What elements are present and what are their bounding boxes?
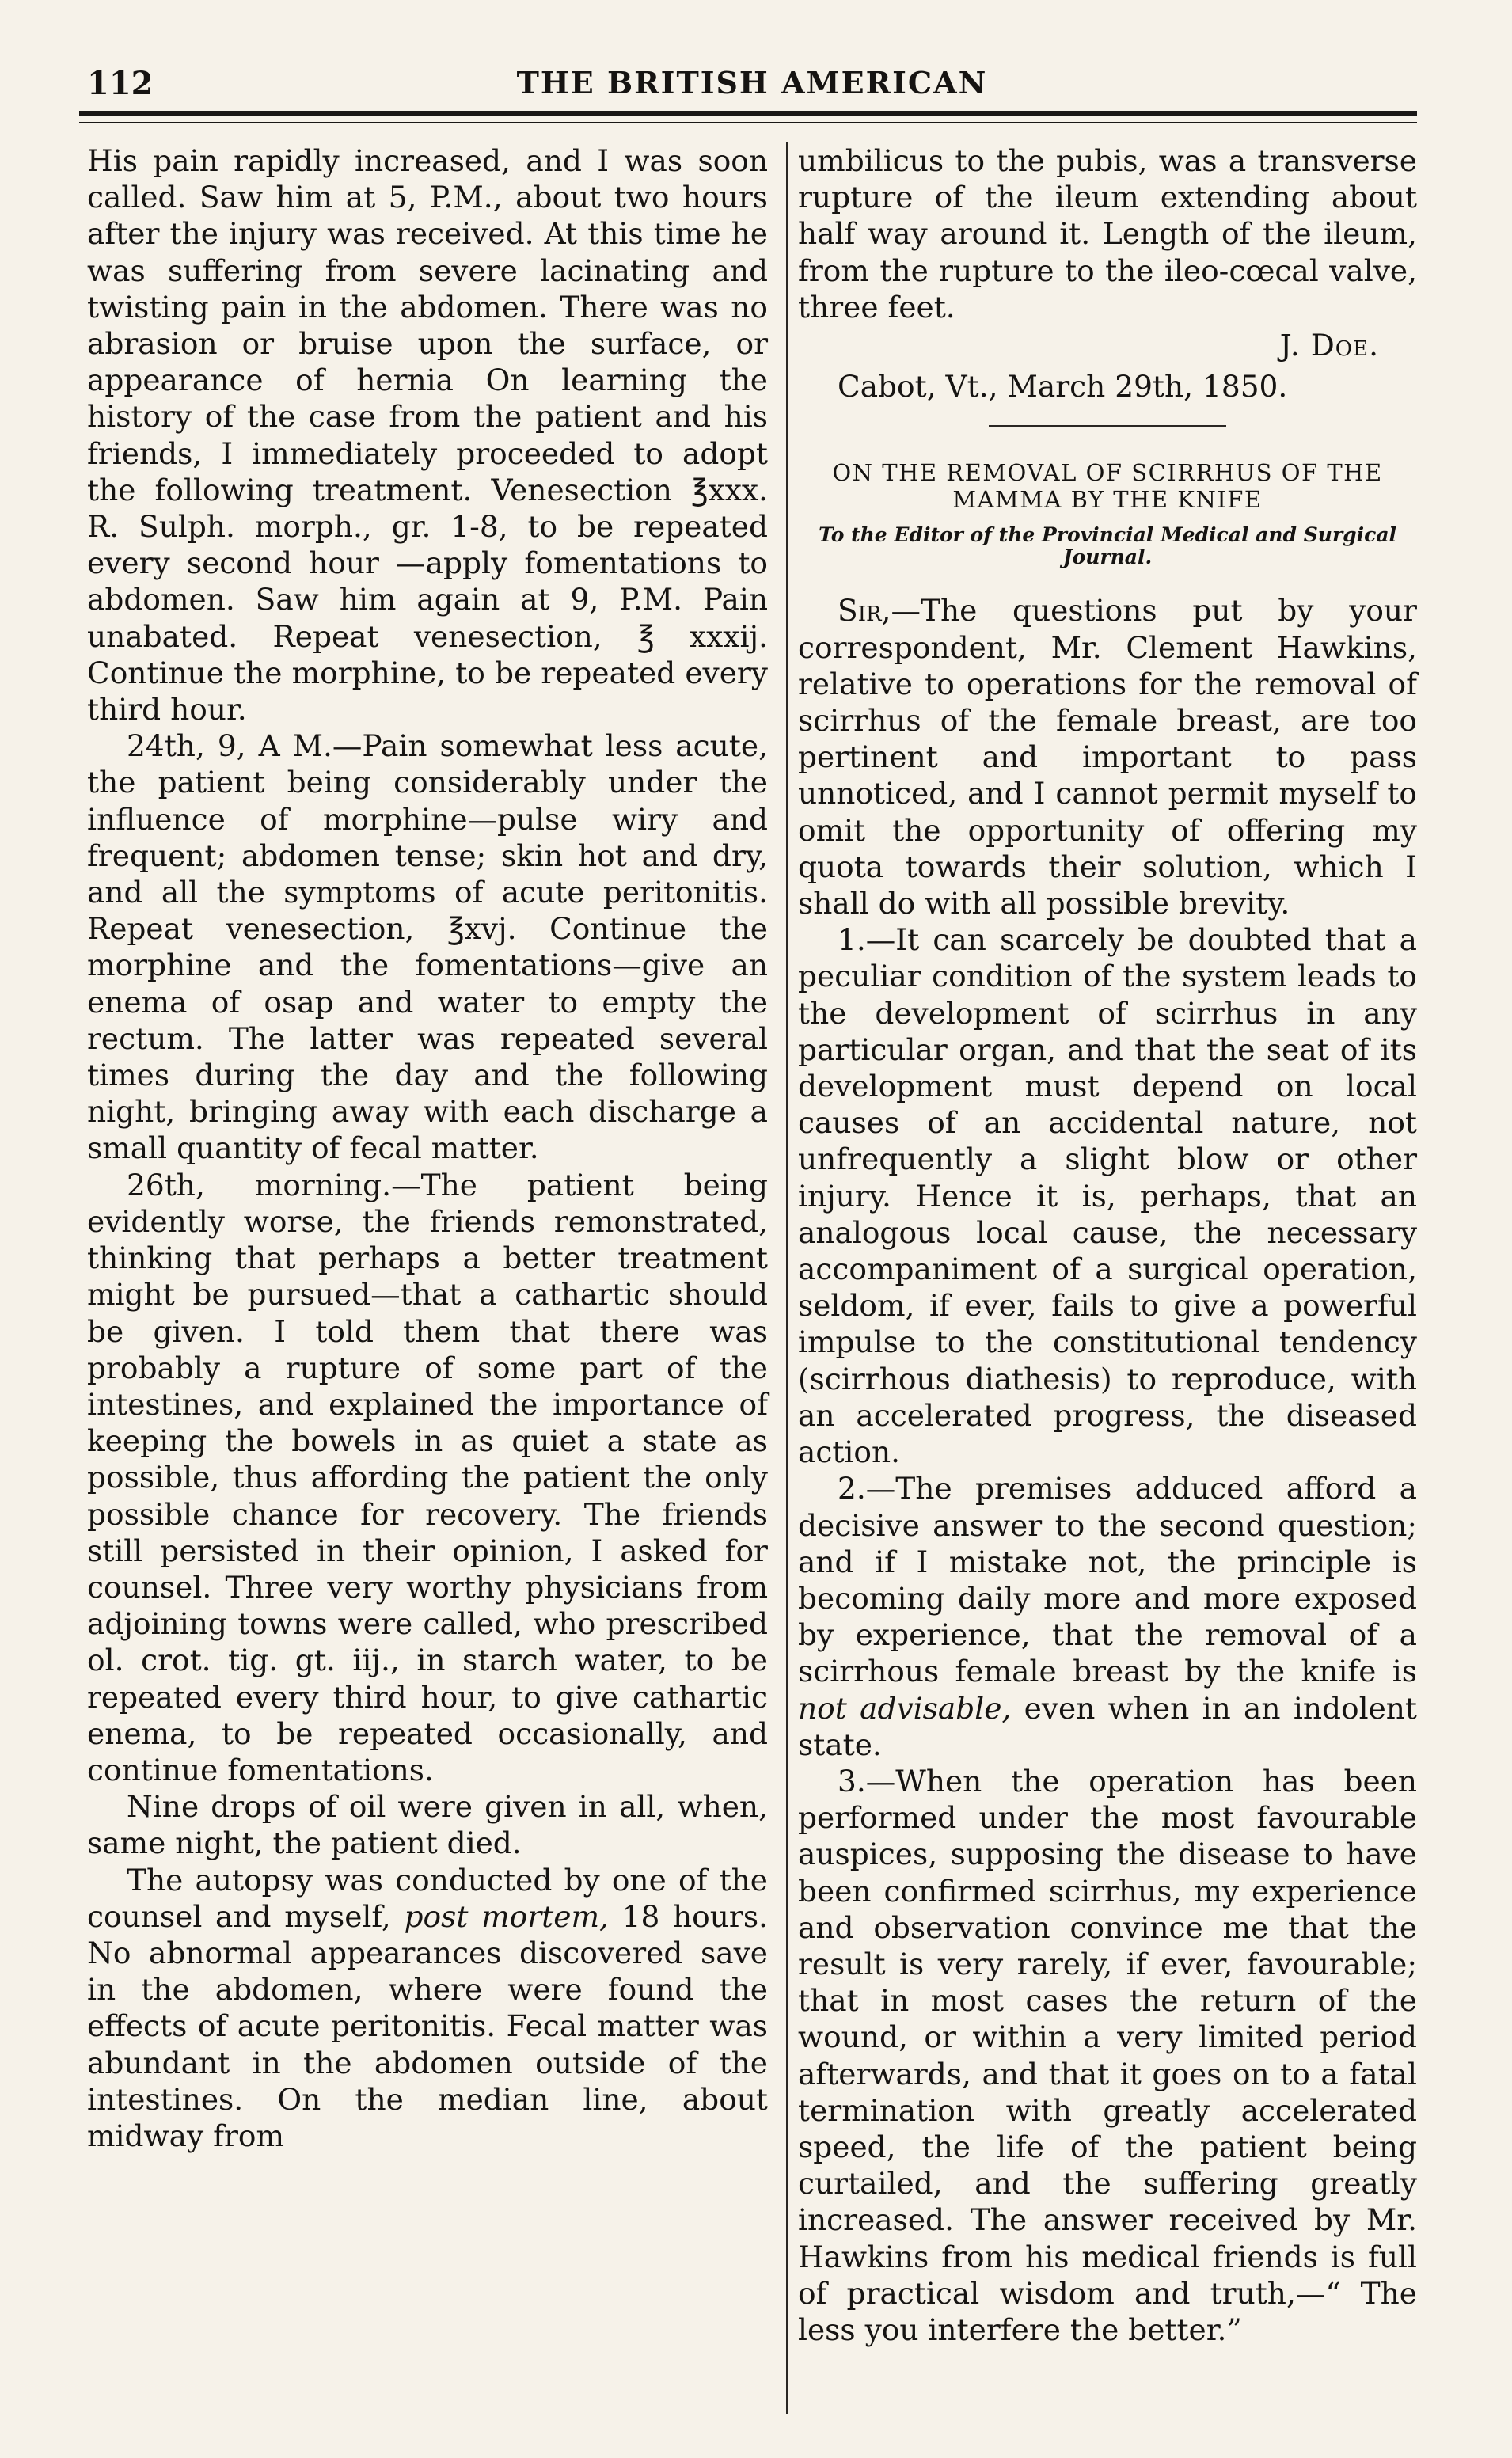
editor-address: To the Editor of the Provincial Medical and Surgical Journal. — [818, 523, 1397, 569]
left-column — [87, 142, 768, 2154]
page-number: 112 — [87, 65, 154, 102]
dateline: Cabot, Vt., March 29th, 1850. — [838, 369, 1288, 405]
intro-text: —The questions put by your correspondent, Mr. Clement Hawkins, relative to operations for the removal of scirrhus of the female breast, are too pertinent and important to pass unnoticed, and I cannot permit myself to omit the opportunity of offering my quota towards their solution, which I shall do with all possible brevity. — [798, 593, 1417, 921]
signature-name: J. Doe. — [1279, 328, 1379, 363]
point-2-text-end: even when in an indolent state. — [798, 1690, 1417, 1762]
not-advisable-italic: not advisable, — [798, 1690, 1012, 1726]
post-mortem-italic: post mortem, — [404, 1898, 609, 1934]
intro-paragraph — [798, 592, 1417, 921]
signature — [798, 327, 1417, 363]
section-divider-rule — [989, 425, 1226, 427]
left-paragraph-5 — [87, 1862, 768, 2155]
salutation: Sir, — [838, 593, 891, 629]
column-divider — [786, 142, 788, 2414]
article-title: ON THE REMOVAL OF SCIRRHUS OF THE MAMMA BY THE KNIFE — [832, 459, 1383, 514]
case-continuation: umbilicus to the pubis, was a transverse rupture of the ileum extending about half way around it. Length of the ileum, from the rupture to the ileo-cœcal valve, three feet. — [798, 143, 1417, 325]
right-column — [798, 142, 1417, 2348]
left-paragraph-4: Nine drops of oil were given in all, when, same night, the patient died. — [87, 1789, 768, 1861]
page-header — [87, 65, 1417, 112]
point-2-paragraph — [798, 1470, 1417, 1763]
left-paragraph-3: 26th, morning.—The patient being evidently worse, the friends remonstrated, thinking that perhaps a better treatment might be pursued—that a cathartic should be given. I told them that there was probably a rupture of some part of the intestines, and explained the importance of keeping the bowels in as quiet a state as possible, thus affording the patient the only possible chance for recovery. The friends still persisted in their opinion, I asked for counsel. Three very worthy physicians from adjoining towns were called, who prescribed ol. crot. tig. gt. iij., in starch water, to be repeated every third hour, to give cathartic enema, to be repeated occasionally, and continue fomentations. — [87, 1167, 768, 1787]
left-paragraph-2: 24th, 9, A M.—Pain somewhat less acute, the patient being considerably under the influence of morphine—pulse wiry and frequent; abdomen tense; skin hot and dry, and all the symptoms of acute peritonitis. Repeat venesection, ℥xvj. Continue the morphine and the fomentations—give an enema of osap and water to empty the rectum. The latter was repeated several times during the day and the following night, bringing away with each discharge a small quantity of fecal matter. — [87, 728, 768, 1166]
point-2-text-start: 2.—The premises adduced afford a decisive answer to the second question; and if I mistake not, the principle is becoming daily more and more exposed by experience, that the removal of a scirrhous female breast by the knife is — [798, 1471, 1417, 1689]
autopsy-text-end: 18 hours. No abnormal appearances discovered save in the abdomen, where were found the effects of acute peritonitis. Fecal matter was abundant in the abdomen outside of the intestines. On the median line, about midway from — [87, 1898, 768, 2153]
header-rule-thin — [79, 122, 1417, 123]
autopsy-text-start: The autopsy was conducted by one of the counsel and myself, — [87, 1862, 768, 1934]
point-1-paragraph: 1.—It can scarcely be doubted that a peculiar condition of the system leads to the development of scirrhus in any particular organ, and that the seat of its development must depend on local causes of an accidental nature, not unfrequently a slight blow or other injury. Hence it is, perhaps, that an analogous local cause, the necessary accompaniment of a surgical operation, seldom, if ever, fails to give a powerful impulse to the constitutional tendency (scirrhous diathesis) to reproduce, with an accelerated progress, the diseased action. — [798, 922, 1417, 1470]
point-3-paragraph: 3.—When the operation has been performed under the most favourable auspices, supposing the disease to have been confirmed scirrhus, my experience and observation convince me that the result is very rarely, if ever, favourable; that in most cases the return of the wound, or within a very limited period afterwards, and that it goes on to a fatal termination with greatly accelerated speed, the life of the patient being curtailed, and the suffering greatly increased. The answer received by Mr. Hawkins from his medical friends is full of practical wisdom and truth,—“ The less you interfere the better.” — [798, 1763, 1417, 2347]
header-rule-thick — [79, 111, 1417, 116]
left-paragraph-1: His pain rapidly increased, and I was soon called. Saw him at 5, P.M., about two hours after the injury was received. At this time he was suffering from severe lacinating and twisting pain in the abdomen. There was no abrasion or bruise upon the surface, or appearance of hernia On learning the history of the case from the patient and his friends, I immediately proceeded to adopt the following treatment. Venesection ℥xxx. R. Sulph. morph., gr. 1-8, to be repeated every second hour —apply fomentations to abdomen. Saw him again at 9, P.M. Pain unabated. Repeat venesection, ℥ xxxij. Continue the morphine, to be repeated every third hour. — [87, 143, 768, 728]
running-head: THE BRITISH AMERICAN — [516, 65, 988, 101]
